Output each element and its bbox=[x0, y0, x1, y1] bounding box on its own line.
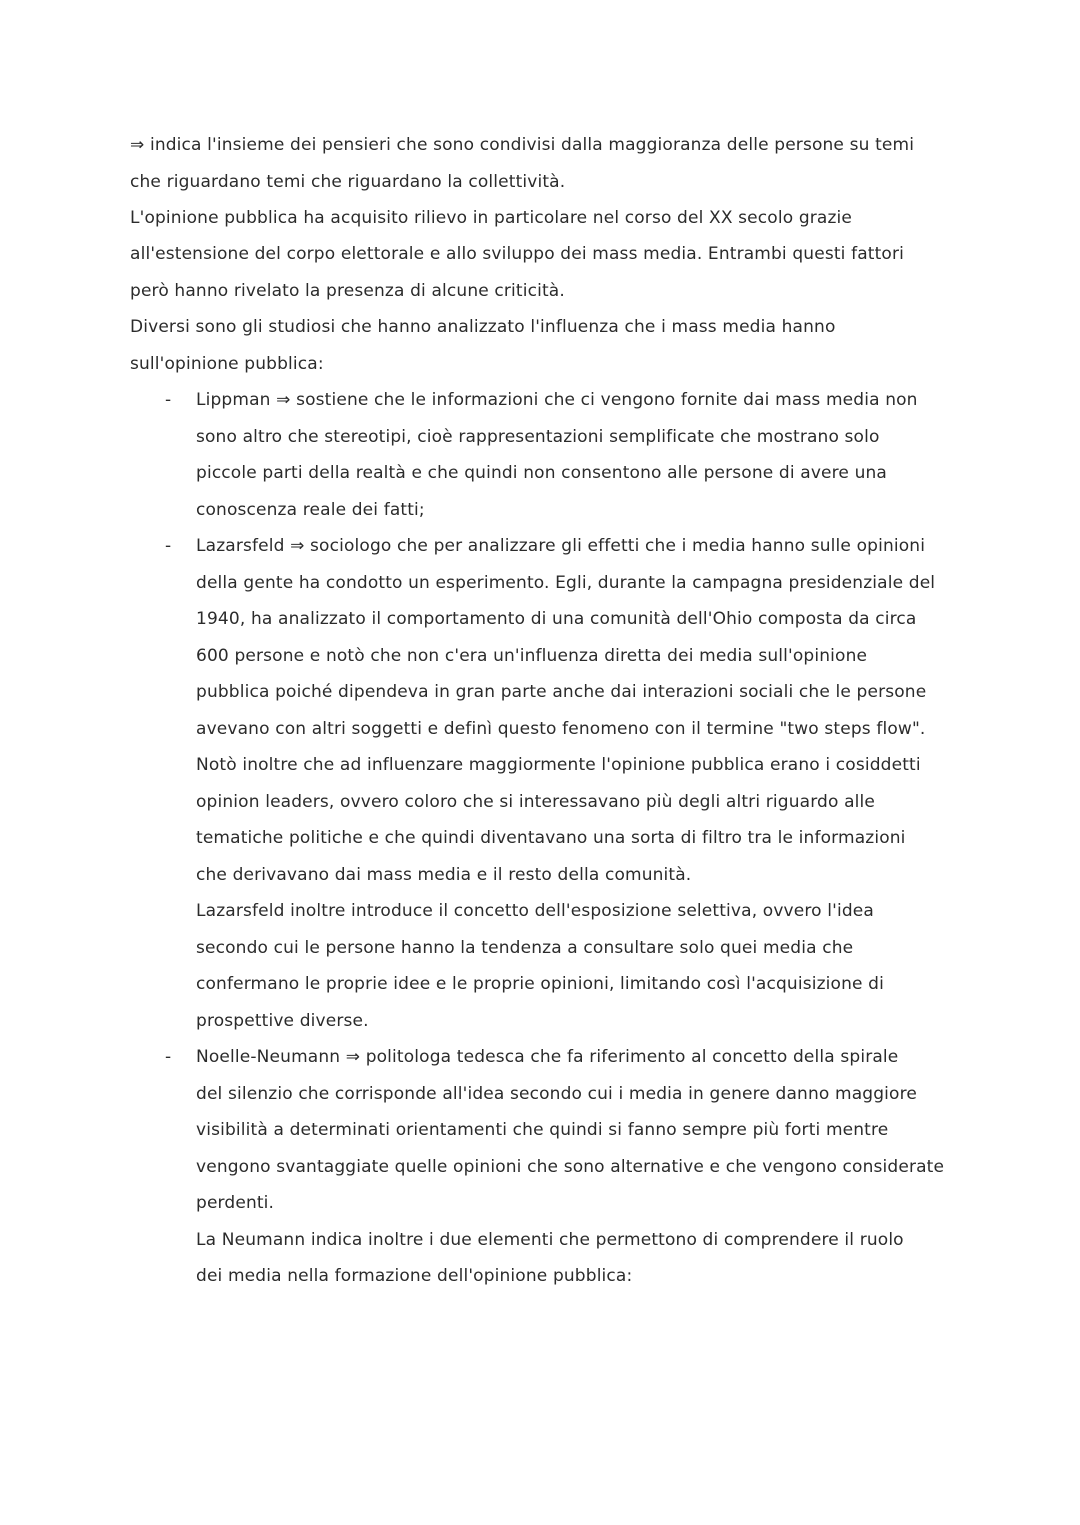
text-line: sono altro che stereotipi, cioè rappresentazioni semplificate che mostrano solo bbox=[196, 427, 880, 447]
text-line: La Neumann indica inoltre i due elementi che permettono di comprendere il ruolo bbox=[196, 1230, 904, 1250]
text-line: della gente ha condotto un esperimento. Egli, durante la campagna presidenziale del bbox=[196, 573, 936, 593]
text-line: Lazarsfeld inoltre introduce il concetto dell'esposizione selettiva, ovvero l'idea bbox=[196, 901, 874, 921]
text-line: tematiche politiche e che quindi diventavano una sorta di filtro tra le informazioni bbox=[196, 828, 906, 848]
bullet-marker: - bbox=[165, 536, 172, 556]
text-line: Diversi sono gli studiosi che hanno analizzato l'influenza che i mass media hanno bbox=[130, 317, 836, 337]
text-line: ⇒ indica l'insieme dei pensieri che sono condivisi dalla maggioranza delle persone su temi bbox=[130, 135, 915, 155]
text-line: perdenti. bbox=[196, 1193, 275, 1213]
text-line: secondo cui le persone hanno la tendenza a consultare solo quei media che bbox=[196, 938, 854, 958]
text-line: Noelle-Neumann ⇒ politologa tedesca che fa riferimento al concetto della spirale bbox=[196, 1047, 899, 1067]
text-line: opinion leaders, ovvero coloro che si interessavano più degli altri riguardo alle bbox=[196, 792, 876, 812]
text-line: del silenzio che corrisponde all'idea secondo cui i media in genere danno maggiore bbox=[196, 1084, 917, 1104]
text-line: che derivavano dai mass media e il resto della comunità. bbox=[196, 865, 692, 885]
text-line: piccole parti della realtà e che quindi non consentono alle persone di avere una bbox=[196, 463, 888, 483]
text-line: Lazarsfeld ⇒ sociologo che per analizzare gli effetti che i media hanno sulle opinioni bbox=[196, 536, 926, 556]
text-line: confermano le proprie idee e le proprie opinioni, limitando così l'acquisizione di bbox=[196, 974, 884, 994]
bullet-marker: - bbox=[165, 1047, 172, 1067]
text-line: dei media nella formazione dell'opinione pubblica: bbox=[196, 1266, 633, 1286]
text-line: L'opinione pubblica ha acquisito rilievo in particolare nel corso del XX secolo grazie bbox=[130, 208, 853, 228]
text-line: prospettive diverse. bbox=[196, 1011, 369, 1031]
text-line: all'estensione del corpo elettorale e allo sviluppo dei mass media. Entrambi questi fattori bbox=[130, 244, 904, 264]
text-line: conoscenza reale dei fatti; bbox=[196, 500, 425, 520]
text-line: visibilità a determinati orientamenti che quindi si fanno sempre più forti mentre bbox=[196, 1120, 889, 1140]
text-line: 600 persone e notò che non c'era un'influenza diretta dei media sull'opinione bbox=[196, 646, 868, 666]
text-line: Notò inoltre che ad influenzare maggiormente l'opinione pubblica erano i cosiddetti bbox=[196, 755, 921, 775]
bullet-marker: - bbox=[165, 390, 172, 410]
text-line: però hanno rivelato la presenza di alcune criticità. bbox=[130, 281, 565, 301]
text-line: che riguardano temi che riguardano la collettività. bbox=[130, 172, 566, 192]
text-line: Lippman ⇒ sostiene che le informazioni che ci vengono fornite dai mass media non bbox=[196, 390, 918, 410]
text-line: vengono svantaggiate quelle opinioni che sono alternative e che vengono considerate bbox=[196, 1157, 945, 1177]
text-line: sull'opinione pubblica: bbox=[130, 354, 324, 374]
text-line: 1940, ha analizzato il comportamento di una comunità dell'Ohio composta da circa bbox=[196, 609, 917, 629]
text-line: avevano con altri soggetti e definì questo fenomeno con il termine "two steps flow". bbox=[196, 719, 926, 739]
text-line: pubblica poiché dipendeva in gran parte anche dai interazioni sociali che le persone bbox=[196, 682, 927, 702]
